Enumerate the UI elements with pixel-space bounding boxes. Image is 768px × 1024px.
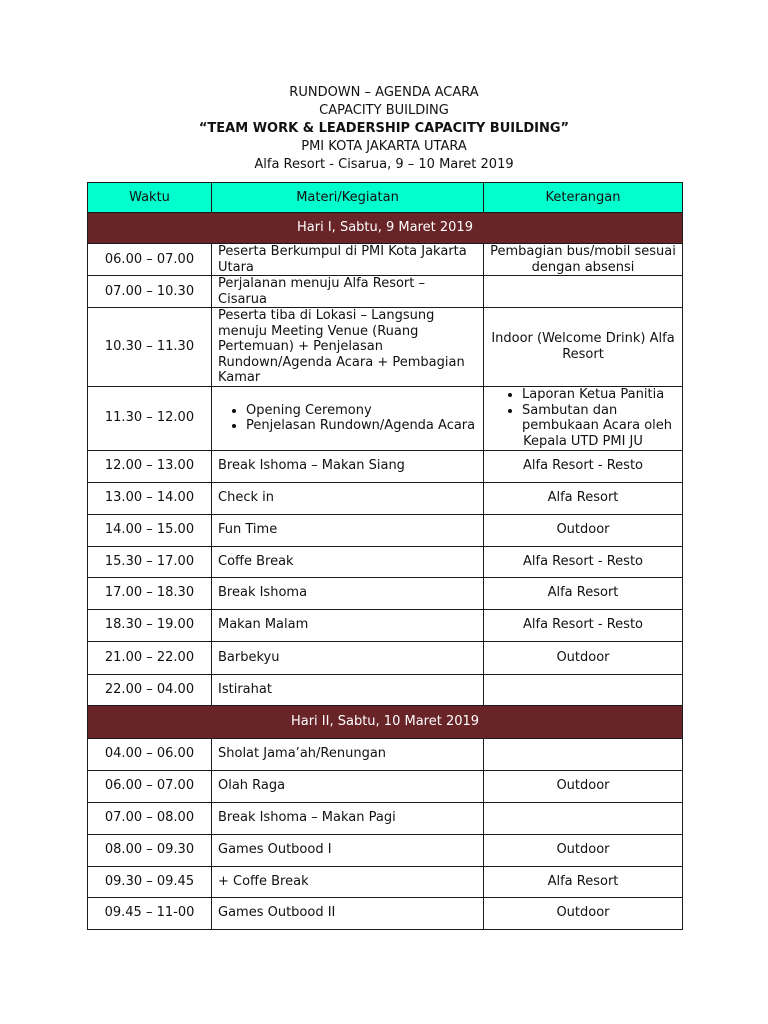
table-row bbox=[88, 802, 683, 834]
list-item: • Laporan Ketua Panitia bbox=[522, 387, 676, 403]
table-row bbox=[88, 770, 683, 802]
activity-cell: Break Ishoma – Makan Siang bbox=[212, 450, 484, 482]
time-cell: 09.45 – 11-00 bbox=[88, 897, 212, 929]
activity-cell: Peserta Berkumpul di PMI Kota Jakarta Utara bbox=[212, 244, 484, 276]
table-row bbox=[88, 609, 683, 641]
time-cell: 11.30 – 12.00 bbox=[88, 386, 212, 450]
activity-cell: Fun Time bbox=[212, 514, 484, 546]
day-label: Hari I, Sabtu, 9 Maret 2019 bbox=[88, 213, 683, 244]
table-row bbox=[88, 514, 683, 546]
column-header-materi: Materi/Kegiatan bbox=[212, 183, 484, 213]
activity-cell: Coffe Break bbox=[212, 546, 484, 577]
time-cell: 08.00 – 09.30 bbox=[88, 834, 212, 866]
time-cell: 07.00 – 08.00 bbox=[88, 802, 212, 834]
time-cell: 22.00 – 04.00 bbox=[88, 674, 212, 705]
activity-cell: Olah Raga bbox=[212, 770, 484, 802]
activity-list bbox=[218, 403, 477, 434]
activity-cell: Makan Malam bbox=[212, 609, 484, 641]
note-cell: Alfa Resort bbox=[484, 866, 683, 897]
time-cell: 10.30 – 11.30 bbox=[88, 308, 212, 387]
time-cell: 13.00 – 14.00 bbox=[88, 482, 212, 514]
note-cell bbox=[484, 738, 683, 770]
table-row bbox=[88, 386, 683, 450]
activity-cell: Check in bbox=[212, 482, 484, 514]
note-cell: Alfa Resort bbox=[484, 577, 683, 609]
table-row bbox=[88, 450, 683, 482]
table-row bbox=[88, 308, 683, 387]
table-row bbox=[88, 482, 683, 514]
header-line-venue-date: Alfa Resort - Cisarua, 9 – 10 Maret 2019 bbox=[254, 157, 514, 172]
activity-cell: Istirahat bbox=[212, 674, 484, 705]
activity-cell: Games Outbood II bbox=[212, 897, 484, 929]
agenda-table bbox=[87, 182, 683, 930]
note-cell bbox=[484, 802, 683, 834]
table-row bbox=[88, 897, 683, 929]
note-tail: Kepala UTD PMI JU bbox=[523, 433, 643, 449]
note-list bbox=[490, 387, 676, 434]
table-row bbox=[88, 834, 683, 866]
day-row-2 bbox=[88, 705, 683, 738]
column-header-keterangan: Keterangan bbox=[484, 183, 683, 213]
activity-cell: + Coffe Break bbox=[212, 866, 484, 897]
activity-cell: Break Ishoma bbox=[212, 577, 484, 609]
note-cell: Alfa Resort - Resto bbox=[484, 609, 683, 641]
time-cell: 15.30 – 17.00 bbox=[88, 546, 212, 577]
time-cell: 12.00 – 13.00 bbox=[88, 450, 212, 482]
note-cell: Outdoor bbox=[484, 514, 683, 546]
table-row bbox=[88, 866, 683, 897]
note-cell: Outdoor bbox=[484, 770, 683, 802]
day-label: Hari II, Sabtu, 10 Maret 2019 bbox=[88, 705, 683, 738]
activity-cell: Peserta tiba di Lokasi – Langsung menuju Meeting Venue (Ruang Pertemuan) + Penjelasan Rundown/Agenda Acara + Pembagian Kamar bbox=[212, 308, 484, 387]
table-row bbox=[88, 546, 683, 577]
note-cell bbox=[484, 276, 683, 308]
header-line-capacity: CAPACITY BUILDING bbox=[319, 103, 449, 118]
list-item: • Penjelasan Rundown/Agenda Acara bbox=[246, 418, 477, 434]
column-header-waktu: Waktu bbox=[88, 183, 212, 213]
note-cell: Outdoor bbox=[484, 641, 683, 674]
note-cell: Alfa Resort - Resto bbox=[484, 450, 683, 482]
list-item: • Sambutan dan pembukaan Acara oleh bbox=[522, 403, 676, 434]
table-row bbox=[88, 738, 683, 770]
activity-cell: Sholat Jama’ah/Renungan bbox=[212, 738, 484, 770]
note-cell: Alfa Resort bbox=[484, 482, 683, 514]
table-header-row bbox=[88, 183, 683, 213]
table-row bbox=[88, 674, 683, 705]
time-cell: 09.30 – 09.45 bbox=[88, 866, 212, 897]
time-cell: 04.00 – 06.00 bbox=[88, 738, 212, 770]
activity-cell bbox=[212, 386, 484, 450]
table-row bbox=[88, 577, 683, 609]
time-cell: 21.00 – 22.00 bbox=[88, 641, 212, 674]
activity-cell: Break Ishoma – Makan Pagi bbox=[212, 802, 484, 834]
note-cell bbox=[484, 674, 683, 705]
time-cell: 07.00 – 10.30 bbox=[88, 276, 212, 308]
header-line-organizer: PMI KOTA JAKARTA UTARA bbox=[301, 139, 467, 154]
note-cell: Pembagian bus/mobil sesuai dengan absensi bbox=[484, 244, 683, 276]
list-item: • Opening Ceremony bbox=[246, 403, 477, 419]
header-line-theme: “TEAM WORK & LEADERSHIP CAPACITY BUILDING” bbox=[198, 121, 570, 136]
note-cell: Alfa Resort - Resto bbox=[484, 546, 683, 577]
time-cell: 14.00 – 15.00 bbox=[88, 514, 212, 546]
note-cell bbox=[484, 386, 683, 450]
note-cell: Outdoor bbox=[484, 834, 683, 866]
time-cell: 18.30 – 19.00 bbox=[88, 609, 212, 641]
activity-cell: Perjalanan menuju Alfa Resort – Cisarua bbox=[212, 276, 484, 308]
time-cell: 17.00 – 18.30 bbox=[88, 577, 212, 609]
note-cell: Indoor (Welcome Drink) Alfa Resort bbox=[484, 308, 683, 387]
table-row bbox=[88, 641, 683, 674]
time-cell: 06.00 – 07.00 bbox=[88, 244, 212, 276]
activity-cell: Games Outbood I bbox=[212, 834, 484, 866]
time-cell: 06.00 – 07.00 bbox=[88, 770, 212, 802]
note-cell: Outdoor bbox=[484, 897, 683, 929]
document-header bbox=[0, 84, 768, 174]
activity-cell: Barbekyu bbox=[212, 641, 484, 674]
table-row bbox=[88, 276, 683, 308]
header-line-rundown: RUNDOWN – AGENDA ACARA bbox=[289, 85, 479, 100]
day-row-1 bbox=[88, 213, 683, 244]
table-row bbox=[88, 244, 683, 276]
